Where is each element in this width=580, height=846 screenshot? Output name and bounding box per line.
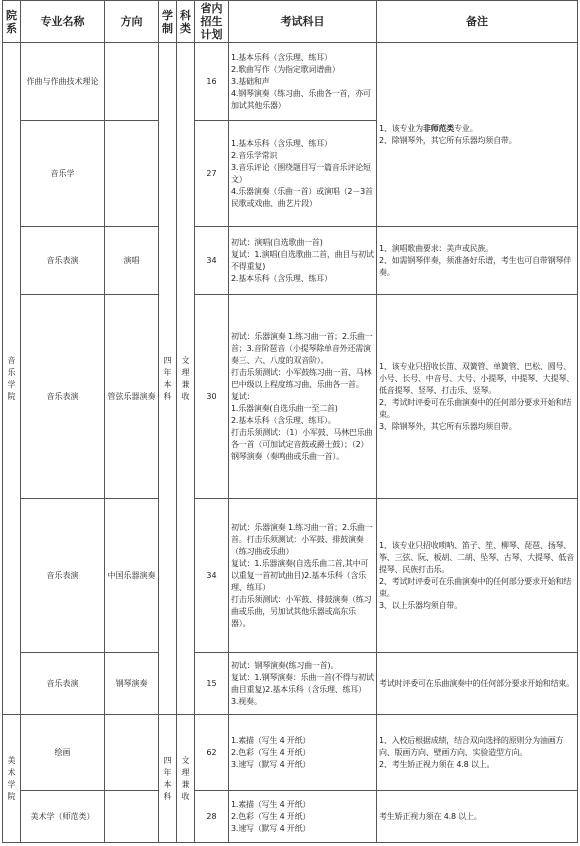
duration-cell-music: 四年本科 xyxy=(159,43,177,715)
note-line: 2、如需钢琴伴奏，须准备好乐谱，考生也可自带钢琴伴奏。 xyxy=(379,255,572,277)
exam-line: 2.基本乐科（含乐理、练耳） xyxy=(231,273,332,283)
exam-line: 2.色彩（写生 4 开纸） xyxy=(231,811,311,821)
note-line: 1、该专业只招收长笛、双簧管、单簧管、巴松、圆号、小号、长号、中音号、大号、小提琴、中提琴、大提琴、低音提琴、竖琴、打击乐、竖琴。 xyxy=(379,361,574,395)
category-cell-art: 文理兼收 xyxy=(177,715,195,843)
exam-cell xyxy=(229,653,377,715)
note-cell xyxy=(377,499,578,653)
admission-plan-table xyxy=(2,0,578,843)
header-direction: 方向 xyxy=(105,1,159,43)
exam-cell xyxy=(229,715,377,791)
table-row xyxy=(3,791,578,843)
direction-cell xyxy=(105,121,159,227)
table-row xyxy=(3,295,578,499)
header-dept: 院系 xyxy=(3,1,21,43)
exam-line: 2.音乐学常识 xyxy=(231,150,278,160)
exam-line: 打击乐须测试：小军鼓、排鼓演奏（练习曲或乐曲，另加试其他乐器或高东乐器）。 xyxy=(231,594,372,628)
exam-line: 1.素描（写生 4 开纸） xyxy=(231,735,311,745)
note-cell xyxy=(377,715,578,791)
note-line: 2、考试时评委可在乐曲演奏中的任何部分要求开始和结束。 xyxy=(379,397,572,419)
table-row xyxy=(3,499,578,653)
exam-line: 3.基础和声 xyxy=(231,76,270,86)
quota-cell: 30 xyxy=(195,295,229,499)
quota-cell: 34 xyxy=(195,227,229,295)
exam-line: 打击乐须测试：（1）小军鼓、马林巴乐曲各一首（可加试定音鼓或爵士鼓）；（2）钢琴演奏（奏鸣曲或乐曲一首）。 xyxy=(231,427,373,461)
note-line: 1、演唱歌曲要求：美声或民族。 xyxy=(379,243,494,253)
quota-cell: 16 xyxy=(195,43,229,121)
note-text: 专业。 xyxy=(454,123,478,133)
table-row xyxy=(3,715,578,791)
direction-cell: 钢琴演奏 xyxy=(105,653,159,715)
exam-line: 3.速写（默写 4 开纸） xyxy=(231,759,311,769)
header-exam: 考试科目 xyxy=(229,1,377,43)
header-major: 专业名称 xyxy=(21,1,105,43)
exam-cell xyxy=(229,791,377,843)
table-row xyxy=(3,653,578,715)
quota-cell: 15 xyxy=(195,653,229,715)
exam-line: 复试：1.钢琴演奏：乐曲一首(不得与初试曲目重复)2.基本乐科（含乐理、练耳） xyxy=(231,672,374,694)
exam-line: 初试：乐器演奏 1.练习曲一首；2.乐曲一首；3.音阶琶音（小提琴除单音外还需演奏三、六、八度的双音阶）。 xyxy=(231,331,373,365)
note-cell xyxy=(377,227,578,295)
note-line: 1、入校后根据成绩，结合双向选择的原则分为油画方向、版画方向、壁画方向、实验造型方向。 xyxy=(379,735,564,757)
exam-line: 4.钢琴演奏（练习曲、乐曲各一首，亦可加试其他乐器） xyxy=(231,88,371,110)
quota-cell: 28 xyxy=(195,791,229,843)
note-line: 3、除钢琴外，其它所有乐器均须自带。 xyxy=(379,421,517,431)
note-line: 1、该专业只招收唢呐、笛子、笙、柳琴、琵琶、扬琴、筝、三弦、阮、板胡、二胡、坠琴、古琴、大提琴、低音提琴、民族打击乐。 xyxy=(379,540,574,574)
major-cell: 美术学（师范类） xyxy=(21,791,105,843)
exam-line: 1.基本乐科（含乐理、练耳） xyxy=(231,52,332,62)
direction-cell xyxy=(105,43,159,121)
exam-cell xyxy=(229,499,377,653)
exam-cell xyxy=(229,121,377,227)
exam-cell xyxy=(229,295,377,499)
direction-cell xyxy=(105,715,159,791)
quota-cell: 27 xyxy=(195,121,229,227)
exam-line: 复试：1.演唱(自选歌曲二首，曲目与初试不得重复) xyxy=(231,249,374,271)
major-cell: 作曲与作曲技术理论 xyxy=(21,43,105,121)
direction-cell xyxy=(105,791,159,843)
exam-line: 2.色彩（写生 4 开纸） xyxy=(231,747,311,757)
header-duration: 学制 xyxy=(159,1,177,43)
exam-line: 1.基本乐科（含乐理、练耳） xyxy=(231,138,332,148)
note-line xyxy=(379,123,575,135)
exam-cell xyxy=(229,43,377,121)
exam-line: 3.音乐评论（围绕题目写一篇音乐评论短文） xyxy=(231,162,371,184)
exam-line: 1.素描（写生 4 开纸） xyxy=(231,799,311,809)
exam-line: 4.乐器演奏（乐曲一首）或演唱（2－3首民歌或戏曲、曲艺片段） xyxy=(231,186,373,208)
exam-cell xyxy=(229,227,377,295)
major-cell: 绘画 xyxy=(21,715,105,791)
note-line: 3、以上乐器均须自带。 xyxy=(379,600,462,610)
exam-line: 初试：乐器演奏 1.练习曲一首；2.乐曲一首。打击乐须测试：小军鼓、排鼓演奏（练习曲或乐曲） xyxy=(231,522,373,556)
major-cell: 音乐表演 xyxy=(21,653,105,715)
note-cell xyxy=(377,295,578,499)
table-header-row xyxy=(3,1,578,43)
major-cell: 音乐表演 xyxy=(21,295,105,499)
note-line: 2、考试时评委可在乐曲演奏中的任何部分要求开始和结束。 xyxy=(379,576,572,598)
note-emphasis: 非师范类 xyxy=(422,123,455,133)
direction-cell: 中国乐器演奏 xyxy=(105,499,159,653)
note-cell xyxy=(377,791,578,843)
exam-line: 初试：演唱(自选歌曲一首) xyxy=(231,237,323,247)
exam-line: 打击乐须测试：小军鼓练习曲一首、马林巴中级以上程度练习曲、乐曲各一首。 xyxy=(231,367,372,389)
note-line: 2、考生矫正视力须在 4.8 以上。 xyxy=(379,759,495,769)
exam-line: 1.乐器演奏(自选乐曲一至二首) xyxy=(231,403,338,413)
note-text: 1、该专业为 xyxy=(379,123,423,133)
exam-line: 复试：1.乐器演奏(自选乐曲二首,其中可以重复一首初试曲目)2.基本乐科（含乐理、练耳） xyxy=(231,558,369,592)
dept-cell-art: 美术学院 xyxy=(3,715,21,843)
header-category: 科类 xyxy=(177,1,195,43)
exam-line: 3.速写（默写 4 开纸） xyxy=(231,823,311,833)
exam-line: 初试：钢琴演奏(练习曲一首)。 xyxy=(231,660,339,670)
major-cell: 音乐表演 xyxy=(21,499,105,653)
note-cell xyxy=(377,43,578,227)
quota-cell: 34 xyxy=(195,499,229,653)
header-note: 备注 xyxy=(377,1,578,43)
dept-cell-music: 音乐学院 xyxy=(3,43,21,715)
direction-cell: 管弦乐器演奏 xyxy=(105,295,159,499)
exam-line: 3.视奏。 xyxy=(231,696,262,706)
note-line: 考生矫正视力须在 4.8 以上。 xyxy=(379,811,482,821)
category-cell-music: 文理兼收 xyxy=(177,43,195,715)
header-quota: 省内招生计划 xyxy=(195,1,229,43)
major-cell: 音乐学 xyxy=(21,121,105,227)
table-row xyxy=(3,43,578,121)
major-cell: 音乐表演 xyxy=(21,227,105,295)
note-cell xyxy=(377,653,578,715)
note-line: 考试时评委可在乐曲演奏中的任何部分要求开始和结束。 xyxy=(379,678,574,688)
exam-line: 2.基本乐科（含乐理、练耳）。 xyxy=(231,415,336,425)
duration-cell-art: 四年本科 xyxy=(159,715,177,843)
quota-cell: 62 xyxy=(195,715,229,791)
exam-line: 2.歌曲写作（为指定歌词谱曲） xyxy=(231,64,340,74)
exam-line: 复试： xyxy=(231,391,255,401)
direction-cell: 演唱 xyxy=(105,227,159,295)
note-line: 2、除钢琴外，其它所有乐器均须自带。 xyxy=(379,135,517,145)
table-row xyxy=(3,227,578,295)
